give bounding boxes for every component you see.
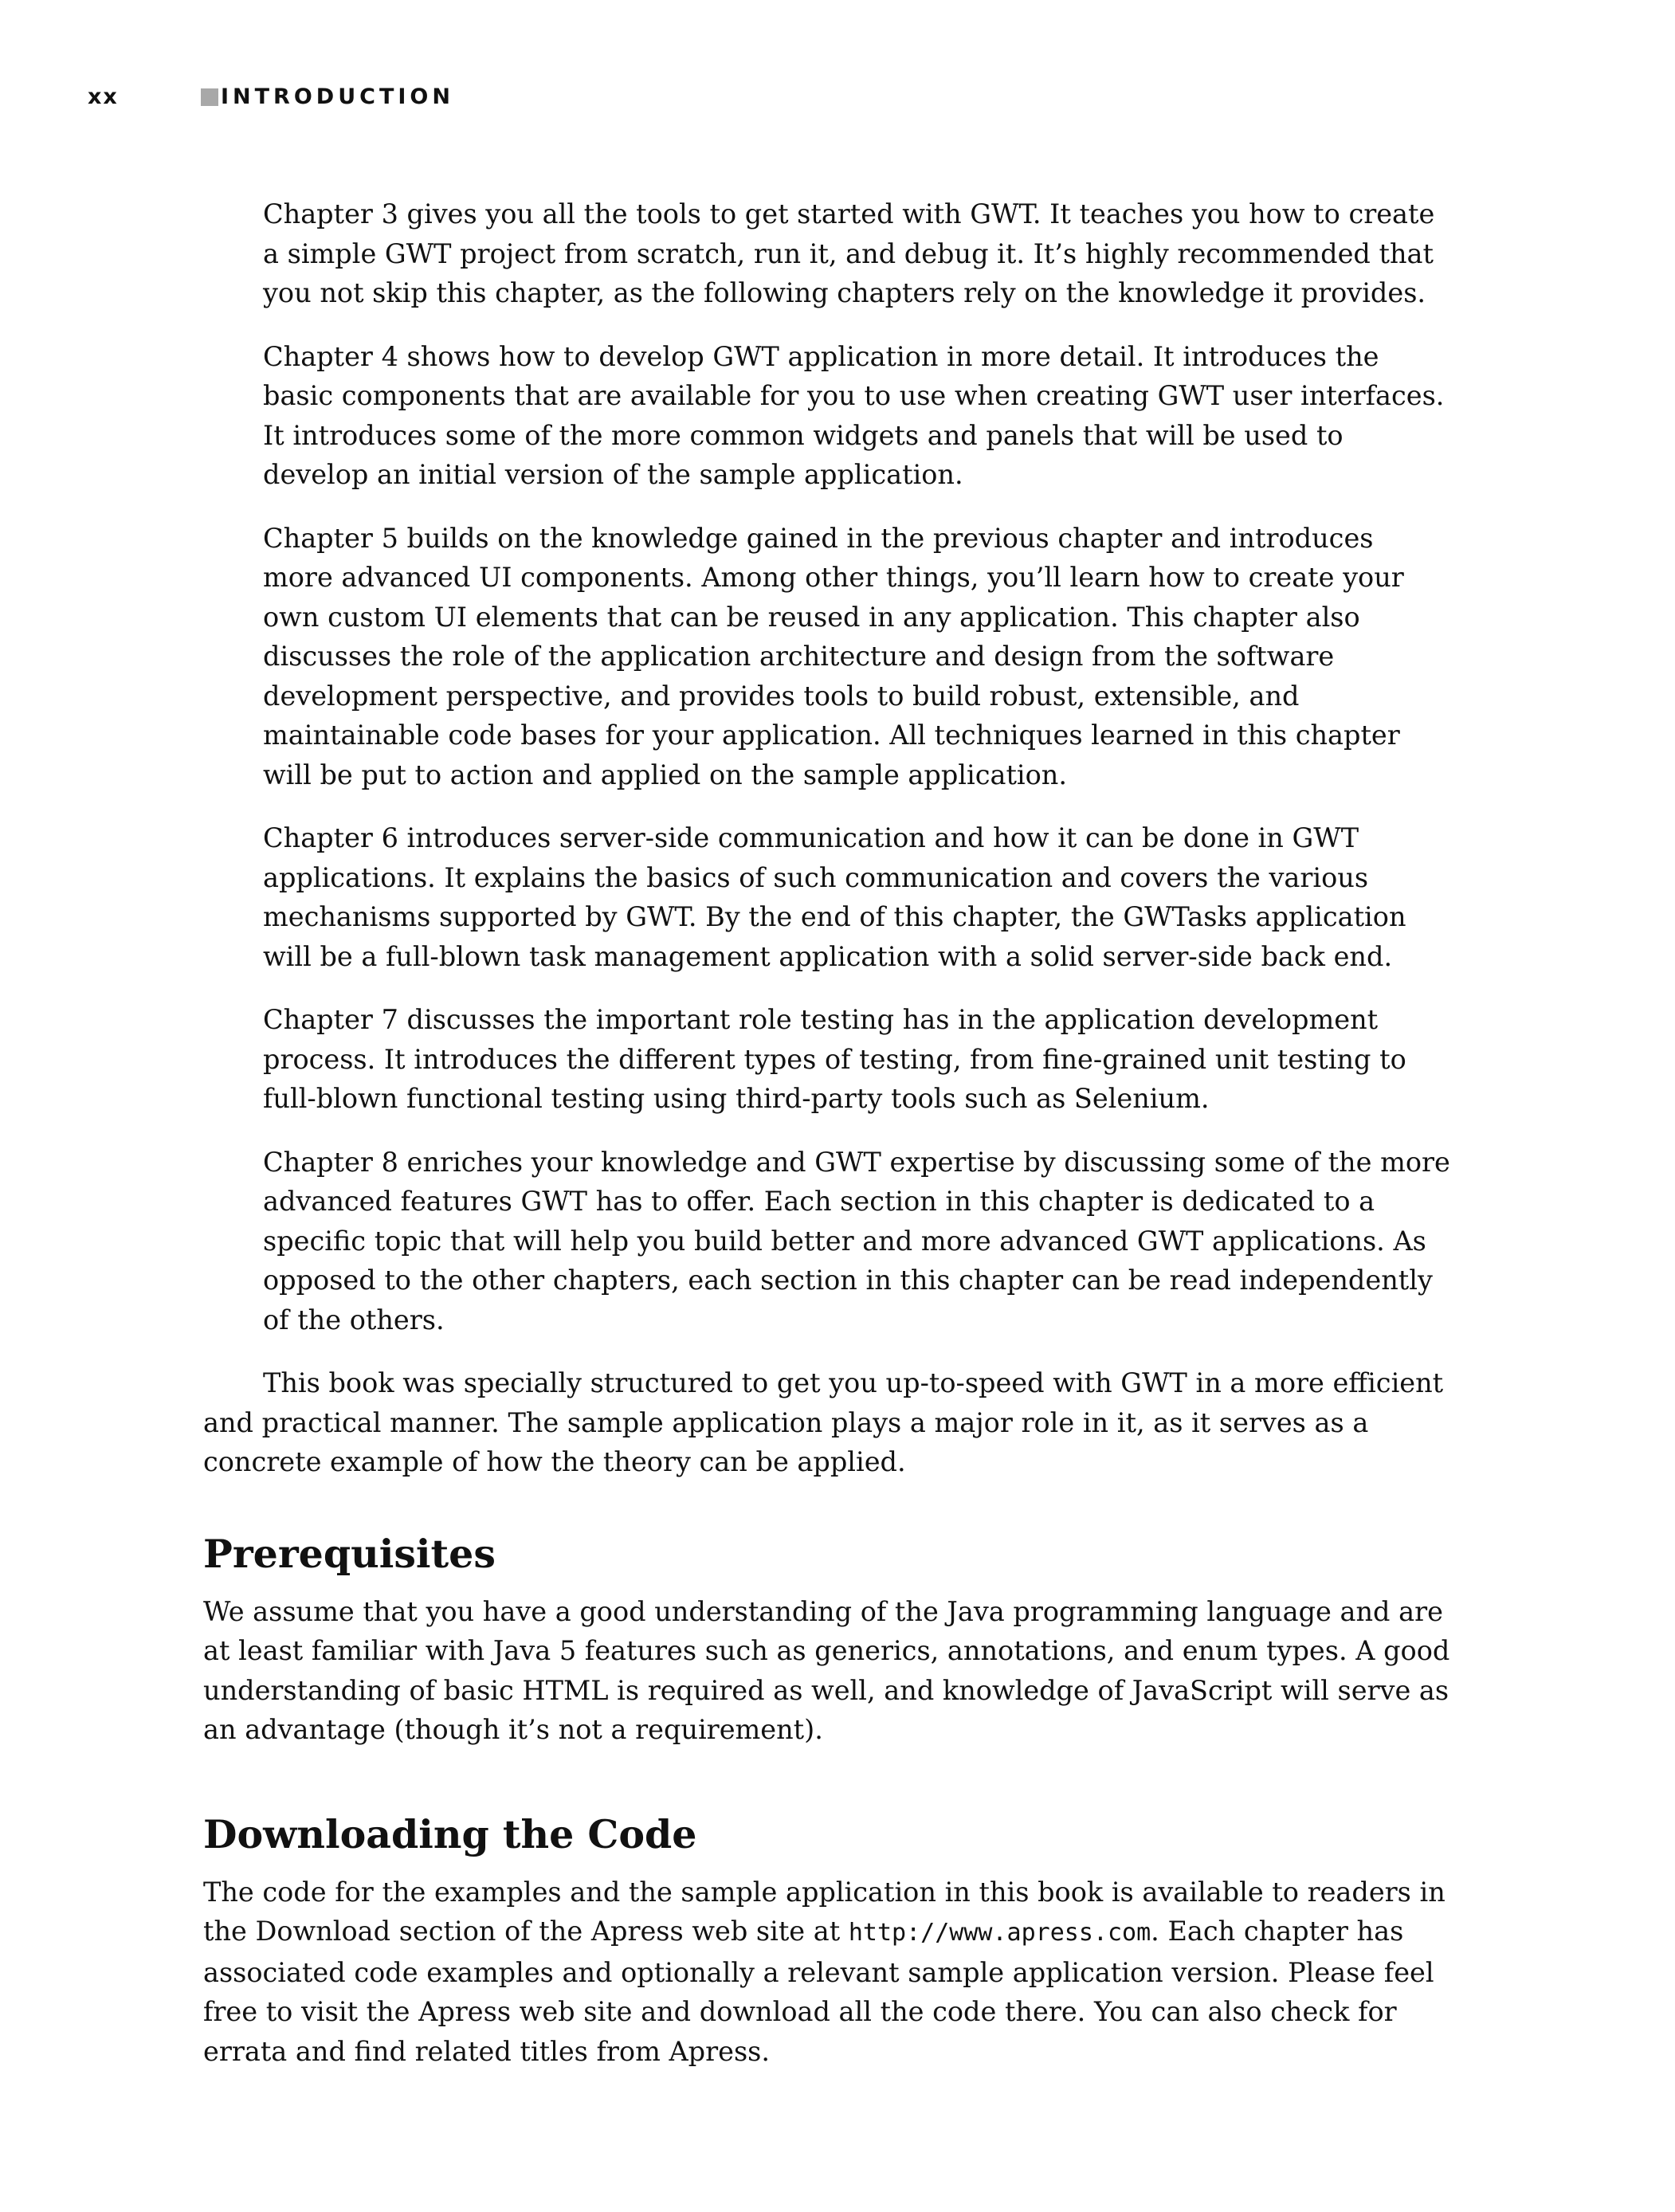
header-square-marker	[201, 88, 218, 106]
downloading-text-after: . Each chapter has associated code examples and optionally a relevant sample application version. Please feel free to visit the Apress web site and download all the code there. You can also check for errata and find related titles from Apress.	[203, 1916, 1434, 2067]
downloading-heading: Downloading the Code	[203, 1810, 697, 1857]
chapter-summaries	[203, 194, 1450, 1339]
page-body	[203, 194, 1450, 2071]
page-number: xx	[88, 84, 119, 109]
chapter-5-summary: Chapter 5 builds on the knowledge gained in the previous chapter and introduces more advanced UI components. Among other things, you’ll learn how to create your own custom UI elements that can be reused in any application. This chapter also discusses the role of the application architecture and design from the software development perspective, and provides tools to build robust, extensible, and maintainable code bases for your application. All techniques learned in this chapter will be put to action and applied on the sample application.	[263, 522, 1404, 790]
apress-url: http://www.apress.com	[848, 1919, 1151, 1947]
structure-paragraph: This book was specially structured to get you up-to-speed with GWT in a more efficient and practical manner. The sample application plays a major role in it, as it serves as a concrete example of how the theory can be applied.	[203, 1367, 1444, 1477]
chapter-8-summary: Chapter 8 enriches your knowledge and GWT expertise by discussing some of the more advanced features GWT has to offer. Each section in this chapter is dedicated to a specific topic that will help you build better and more advanced GWT applications. As opposed to the other chapters, each section in this chapter can be read independently of the others.	[263, 1146, 1450, 1335]
chapter-6-summary: Chapter 6 introduces server-side communication and how it can be done in GWT applications. It explains the basics of such communication and covers the various mechanisms supported by GWT. By the end of this chapter, the GWTasks application will be a full-blown task management application with a solid server-side back end.	[263, 822, 1406, 972]
chapter-7-summary: Chapter 7 discusses the important role testing has in the application development process. It introduces the different types of testing, from fine-grained unit testing to full-blown functional testing using third-party tools such as Selenium.	[263, 1004, 1406, 1114]
downloading-text-before: The code for the examples and the sample application in this book is available to readers in the Download section of the Apress web site at	[203, 1876, 1446, 1947]
chapter-4-summary: Chapter 4 shows how to develop GWT application in more detail. It introduces the basic components that are available for you to use when creating GWT user interfaces. It introduces some of the more common widgets and panels that will be used to develop an initial version of the sample application.	[263, 340, 1445, 490]
prerequisites-heading: Prerequisites	[203, 1530, 496, 1577]
chapter-3-summary: Chapter 3 gives you all the tools to get started with GWT. It teaches you how to create a simple GWT project from scratch, run it, and debug it. It’s highly recommended that you not skip this chapter, as the following chapters rely on the knowledge it provides.	[263, 198, 1435, 308]
running-header	[88, 84, 1602, 116]
downloading-paragraph	[203, 1873, 1450, 2072]
prerequisites-paragraph: We assume that you have a good understanding of the Java programming language and are at least familiar with Java 5 features such as generics, annotations, and enum types. A good understanding of basic HTML is required as well, and knowledge of JavaScript will serve as an advantage (though it’s not a requirement).	[203, 1595, 1450, 1745]
running-title: INTRODUCTION	[221, 84, 454, 109]
